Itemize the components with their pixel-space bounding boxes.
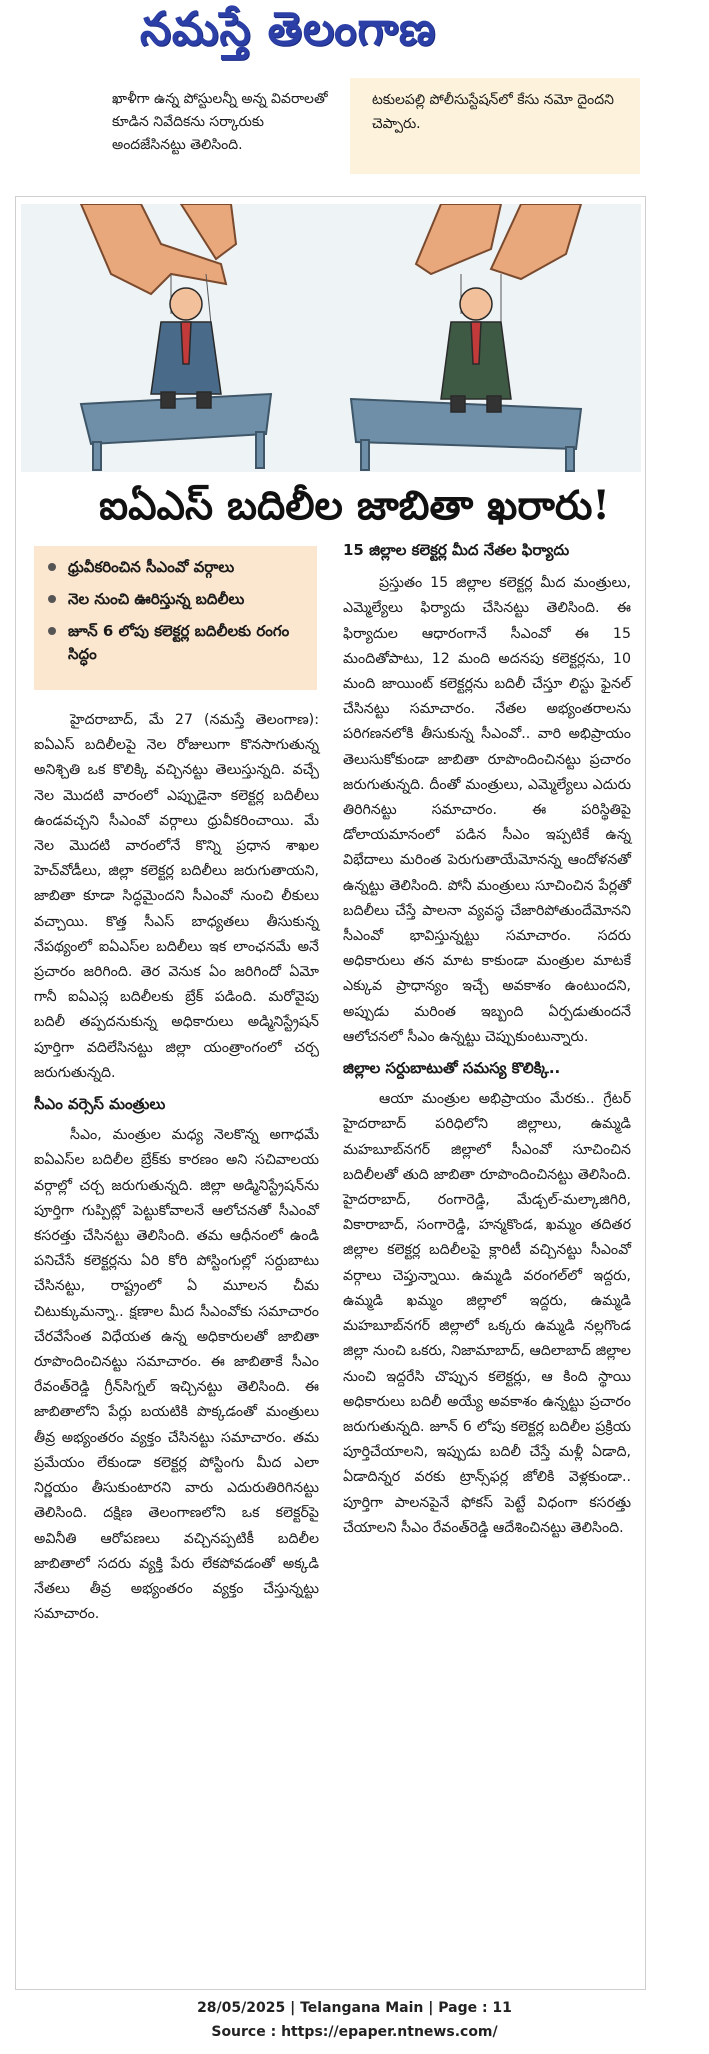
previous-story-right-text: టకులపల్లి పోలీసుస్టేషన్‌లో కేసు నమో దైందని చెప్పారు. — [372, 92, 614, 132]
article-column-left — [34, 708, 319, 1627]
section-subhead: సీఎం వర్సెస్ మంత్రులు — [34, 1095, 166, 1114]
footer-date-edition: 28/05/2025 | Telangana Main | Page : 11 — [197, 2000, 512, 2016]
highlight-item: ధ్రువీకరించిన సీఎంవో వర్గాలు — [48, 556, 317, 579]
highlights-box — [34, 546, 317, 690]
highlights-list — [34, 546, 317, 666]
page-footer — [0, 1996, 709, 2044]
body-paragraph: సీఎం, మంత్రుల మధ్య నెలకొన్న అగాధమే ఐఏఎస్‌ల బదిలీల బ్రేక్‌కు కారణం అని సచివాలయ వర్గాల్లో చర్చ జరుగుతున్నది. జిల్లా అడ్మినిస్ట్రేషన్‌ను పూర్తిగా గుప్పిట్లో పెట్టుకోవాలనే ఆలోచనతో సీఎంవో కసరత్తు చేసినట్టు తెలిసింది. తమ ఆధీనంలో ఉండి పనిచేసే కలెక్టర్లను ఏరి కోరి పోస్టింగుల్లో సర్దుబాటు చేసినట్టు, రాష్ట్రంలో ఏ మూలన చీమ చిటుక్కుమన్నా.. క్షణాల మీద సీఎంవోకు సమాచారం చేరవేసేంత విధేయత ఉన్న అధికారులతో జాబితా రూపొందించినట్టు సమాచారం. ఈ జాబితాకే సీఎం రేవంత్‌రెడ్డి గ్రీన్‌సిగ్నల్ ఇచ్చినట్టు తెలిసింది. ఈ జాబితాలోని పేర్లు బయటికి పొక్కడంతో మంత్రులు తీవ్ర అభ్యంతరం వ్యక్తం చేసినట్టు సమాచారం. తమ ప్రమేయం లేకుండా కలెక్టర్ల పోస్టింగు మీద ఎలా నిర్ణయం తీసుకుంటారని వారు ఎదురుతిరిగినట్టు తెలిసింది. దక్షిణ తెలంగాణలోని ఒక కలెక్టర్‌పై అవినీతి ఆరోపణలు వచ్చినప్పటికీ బదిలీల జాబితాలో సదరు వ్యక్తి పేరు లేకపోవడంతో అక్కడి నేతలు తీవ్ర అభ్యంతరం వ్యక్తం చేస్తున్నట్టు సమాచారం. — [34, 1127, 319, 1623]
body-paragraph: హైదరాబాద్, మే 27 (నమస్తే తెలంగాణ): ఐఏఎస్ బదిలీలపై నెల రోజులుగా కొనసాగుతున్న అనిశ్చితి ఒక కొలిక్కి వచ్చినట్టు తెలుస్తున్నది. వచ్చే నెల మొదటి వారంలో ఎప్పుడైనా కలెక్టర్ల బదిలీలు ఉండవచ్చని సీఎంవో వర్గాలు ధ్రువీకరించాయి. మే నెల మొదటి వారంలోనే కొన్ని ప్రధాన శాఖల హెచ్‌వోడీలు, జిల్లా కలెక్టర్ల బదిలీలు జరుగుతాయని, జాబితా కూడా సిద్ధమైందని సీఎంవో నుంచి లీకులు వచ్చాయి. కొత్త సీఎస్ బాధ్యతలు తీసుకున్న నేపథ్యంలో ఐఏఎస్‌ల బదిలీలు ఇక లాంఛనమే అనే ప్రచారం జరిగింది. తెర వెనుక ఏం జరిగిందో ఏమో గానీ ఐఏఎస్ల బదిలీలకు బ్రేక్ పడింది. మరోవైపు బదిలీ తప్పదనుకున్న అధికారులు అడ్మినిస్ట్రేషన్ పూర్తిగా వదిలేసినట్టు జిల్లా యంత్రాంగంలో చర్చ జరుగుతున్నది. — [34, 712, 319, 1081]
body-paragraph: ప్రస్తుతం 15 జిల్లాల కలెక్టర్ల మీద మంత్రులు, ఎమ్మెల్యేలు ఫిర్యాదు చేసినట్టు తెలిసింది. ఈ ఫిర్యాదుల ఆధారంగానే సీఎంవో ఈ 15 మందితోపాటు, 12 మంది అదనపు కలెక్టర్లను, 10 మంది జాయింట్ కలెక్టర్లను బదిలీ చేస్తూ లిస్టు ఫైనల్ చేసినట్టు సమాచారం. నేతల అభ్యంతరాలను పరిగణనలోకి తీసుకున్న సీఎంవో.. వారి అభిప్రాయం తెలుసుకోకుండా జాబితా రూపొందించినట్టు ప్రచారం జరుగుతున్నది. దీంతో మంత్రులు, ఎమ్మెల్యేలు ఎదురు తిరిగినట్టు సమాచారం. ఈ పరిస్థితిపై డోలాయమానంలో పడిన సీఎం ఇప్పటికే ఉన్న విభేదాలు మరింత పెరుగుతాయేమోనన్న ఆందోళనతో ఉన్నట్టు తెలిసింది. పోనీ మంత్రులు సూచించిన పేర్లతో బదిలీలు చేస్తే పాలనా వ్యవస్థ చేజారిపోతుందేమోనని సీఎంవో భావిస్తున్నట్టు సమాచారం. సదరు అధికారులు తన మాట కాకుండా మంత్రుల మాటకే ఎక్కువ ప్రాధాన్యం ఇచ్చే అవకాశం ఉంటుందని, అప్పుడు మరింత ఇబ్బంది ఏర్పడుతుందనే ఆలోచనలో సీఎం ఉన్నట్టు చెప్పుకుంటున్నారు. — [343, 575, 631, 1045]
body-paragraph: ఆయా మంత్రుల అభిప్రాయం మేరకు.. గ్రేటర్ హైదరాబాద్ పరిధిలోని జిల్లాలు, ఉమ్మడి మహబూబ్‌నగర్ జిల్లాలో సీఎంవో సూచించిన బదిలీలతో తుది జాబితా రూపొందించినట్టు తెలిసింది. హైదరాబాద్, రంగారెడ్డి, మేడ్చల్-మల్కాజిగిరి, వికారాబాద్, సంగారెడ్డి, హన్మకొండ, ఖమ్మం తదితర జిల్లాల కలెక్టర్ల బదిలీలపై క్లారిటీ వచ్చినట్టు సీఎంవో వర్గాలు చెప్తున్నాయి. ఉమ్మడి వరంగల్‌లో ఇద్దరు, ఉమ్మడి ఖమ్మం జిల్లాలో ఇద్దరు, ఉమ్మడి మహబూబ్‌నగర్ జిల్లాలో ఒక్కరు ఉమ్మడి నల్లగొండ జిల్లా నుంచి ఒకరు, నిజామాబాద్, ఆదిలాబాద్ జిల్లాల నుంచి ఇద్దరేసి చొప్పున కలెక్టర్లు, ఆ కింది స్థాయి అధికారులు బదిలీ అయ్యే అవకాశం ఉన్నట్టు ప్రచారం జరుగుతున్నది. జూన్ 6 లోపు కలెక్టర్ల బదిలీల ప్రక్రియ పూర్తిచేయాలని, ఇప్పుడు బదిలీ చేస్తే మళ్లీ ఏడాది, ఏడాదిన్నర వరకు ట్రాన్స్‌ఫర్ల జోలికి వెళ్లకుండా.. పూర్తిగా పాలనపైనే ఫోకస్ పెట్టే విధంగా కసరత్తు చేయాలని సీఎం రేవంత్‌రెడ్డి ఆదేశించినట్టు తెలిసింది. — [343, 1091, 631, 1536]
highlight-item: జూన్ 6 లోపు కలెక్టర్ల బదిలీలకు రంగం సిద్ధం — [48, 620, 317, 666]
article-column-right — [343, 538, 631, 1541]
footer-source-link[interactable]: Source : https://epaper.ntnews.com/ — [211, 2024, 498, 2040]
previous-story-left: ఖాళీగా ఉన్న పోస్టులన్నీ అన్న వివరాలతో కూడిన నివేదికను సర్కారుకు అందజేసినట్టు తెలిసింది. — [112, 91, 328, 153]
article-illustration — [21, 204, 641, 472]
article-headline: ఐఏఎస్ బదిలీల జాబితా ఖరారు! — [99, 482, 610, 529]
masthead — [0, 0, 709, 62]
bullet-icon — [48, 595, 56, 603]
puppet-officials-illustration — [21, 204, 641, 472]
previous-story-right-box — [350, 78, 640, 174]
section-subhead: 15 జిల్లాల కలెక్టర్ల మీద నేతల ఫిర్యాదు — [343, 541, 570, 559]
highlight-item: నెల నుంచి ఊరిస్తున్న బదిలీలు — [48, 588, 317, 611]
bullet-icon — [48, 563, 56, 571]
masthead-logo: నమస్తే తెలంగాణ — [140, 2, 437, 56]
bullet-icon — [48, 627, 56, 635]
section-subhead: జిల్లాల సర్దుబాటుతో సమస్య కొలిక్కి.. — [343, 1059, 561, 1078]
